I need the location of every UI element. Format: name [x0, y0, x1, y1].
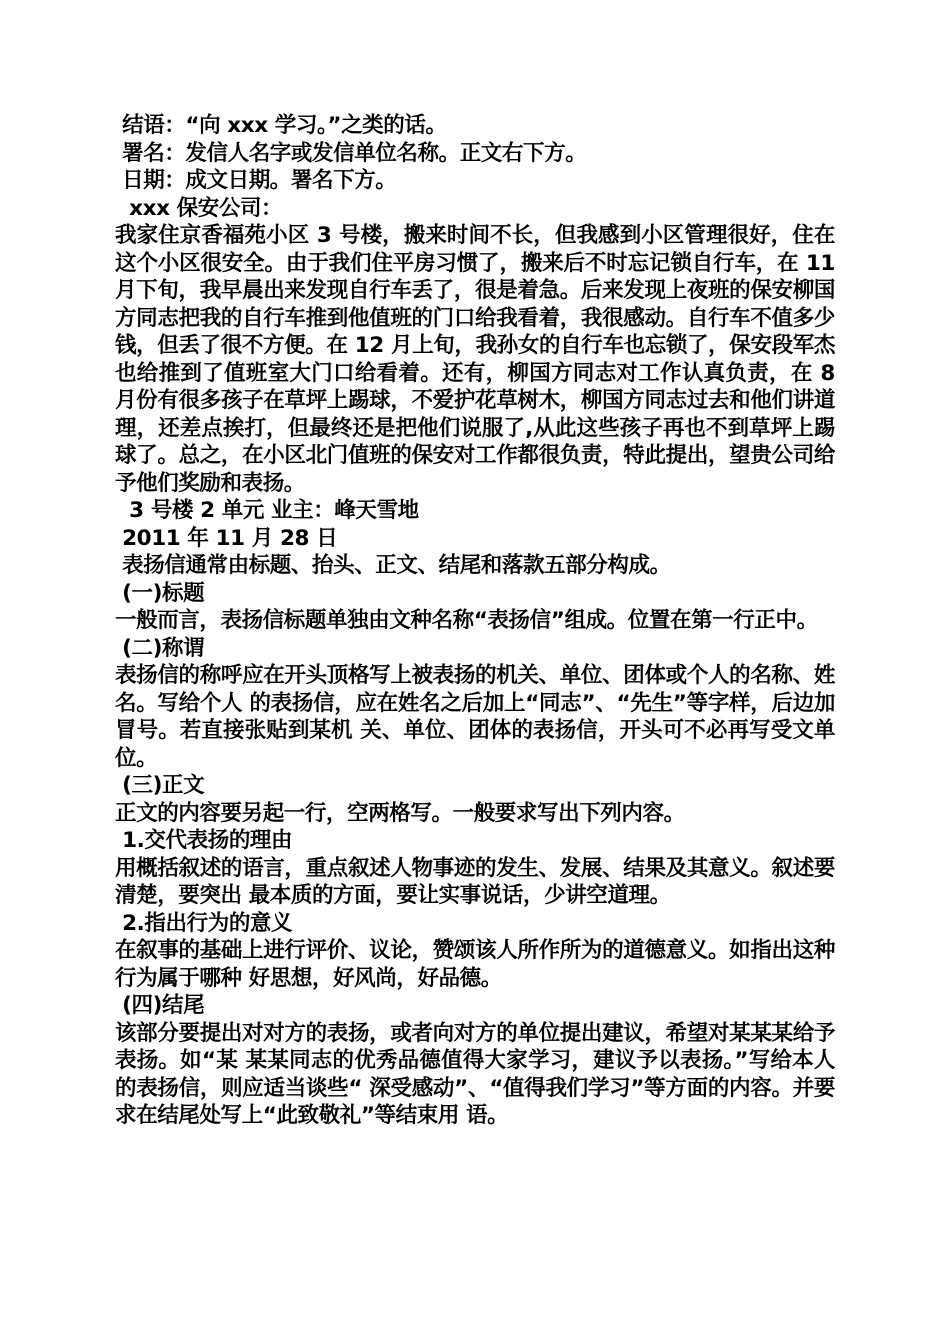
closing-remark-line: 结语：“向 xxx 学习。”之类的话。 — [115, 113, 447, 138]
section-body-main-text: 正文的内容要另起一行，空两格写。一般要求写出下列内容。 — [115, 800, 685, 826]
letter-date: 2011 年 11 月 28 日 — [115, 525, 338, 551]
structure-intro: 表扬信通常由标题、抬头、正文、结尾和落款五部分构成。 — [115, 553, 671, 578]
section-body-title: 一般而言，表扬信标题单独由文种名称“表扬信”组成。位置在第一行正中。 — [115, 608, 818, 633]
section-heading-main-text: (三)正文 — [115, 773, 205, 798]
date-rule-line: 日期：成文日期。署名下方。 — [115, 168, 397, 193]
section-heading-ending: (四)结尾 — [115, 993, 205, 1018]
subsection-body-meaning: 在叙事的基础上进行评价、议论，赞颂该人所作所为的道德意义。如指出这种行为属于哪种 好思想，好风尚，好品德。 — [115, 938, 835, 991]
letter-body: 我家住京香福苑小区 3 号楼，搬来时间不长，但我感到小区管理很好，住在这个小区很安全。由于我们住平房习惯了，搬来后不时忘记锁自行车，在 11 月下旬，我早晨出来发现自行车丢了，很是着急。后来发现上夜班的保安柳国方同志把我的自行车推到他值班的门口给我看着，我很感动。自行车不值多少钱，但丢了很不方便。在 12 月上旬，我孙女的自行车也忘锁了，保安段军杰也给推到了值班室大门口给看着。还有，柳国方同志对工作认真负责，在 8 月份有很多孩子在草坪上踢球，不爱护花草树木，柳国方同志过去和他们讲道理，还差点挨打，但最终还是把他们说服了,从此这些孩子再也不到草坪上踢球了。总之，在小区北门值班的保安对工作都很负责，特此提出，望贵公司给予他们奖励和表扬。 — [115, 223, 835, 496]
subsection-heading-meaning: 2.指出行为的意义 — [115, 910, 293, 936]
section-body-salutation: 表扬信的称呼应在开头顶格写上被表扬的机关、单位、团体或个人的名称、姓名。写给个人 的表扬信，应在姓名之后加上“同志”、“先生”等字样，后边加冒号。若直接张贴到某机 关、单位、团体的表扬信，开头可不必再写受文单位。 — [115, 663, 835, 771]
letter-signature: 3 号楼 2 单元 业主：峰天雪地 — [115, 498, 419, 523]
section-body-ending: 该部分要提出对对方的表扬，或者向对方的单位提出建议，希望对某某某给予表扬。如“某 某某同志的优秀品德值得大家学习，建议予以表扬。”写给本人的表扬信，则应适当谈些“ 深受感动”、“值得我们学习”等方面的内容。并要求在结尾处写上“此致敬礼”等结束用 语。 — [115, 1020, 835, 1128]
section-heading-title: (一)标题 — [115, 580, 205, 606]
section-heading-salutation: (二)称谓 — [115, 635, 205, 661]
subsection-heading-reason: 1.交代表扬的理由 — [115, 828, 293, 853]
letter-salutation: xxx 保安公司： — [115, 195, 283, 221]
subsection-body-reason: 用概括叙述的语言，重点叙述人物事迹的发生、发展、结果及其意义。叙述要清楚，要突出 最本质的方面，要让实事说话，少讲空道理。 — [115, 855, 835, 908]
document-page — [115, 112, 835, 1130]
signature-rule-line: 署名：发信人名字或发信单位名称。正文右下方。 — [115, 140, 587, 166]
